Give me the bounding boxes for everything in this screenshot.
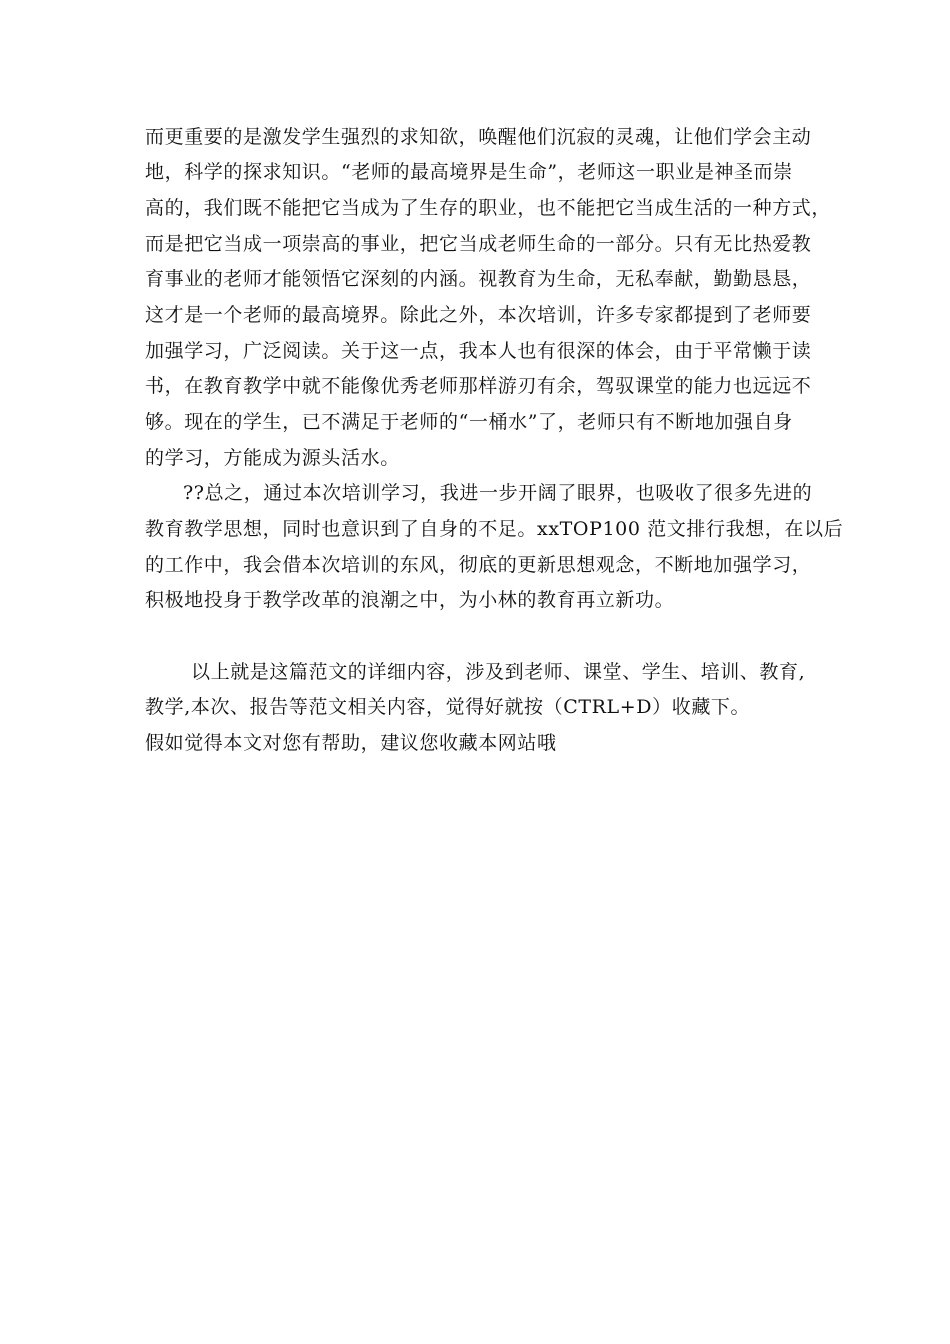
paragraph-1-line-4: 而是把它当成一项崇高的事业，把它当成老师生命的一部分。只有无比热爱教 bbox=[145, 233, 812, 255]
paragraph-1-line-10: 的学习，方能成为源头活水。 bbox=[145, 447, 400, 469]
paragraph-1-line-5: 育事业的老师才能领悟它深刻的内涵。视教育为生命，无私奉献，勤勤恳恳， bbox=[145, 268, 812, 290]
summary-line-2: 教学,本次、报告等范文相关内容，觉得好就按（CTRL+D）收藏下。 bbox=[145, 696, 751, 718]
paragraph-2-line-3: 的工作中，我会借本次培训的东风，彻底的更新思想观念，不断地加强学习， bbox=[145, 554, 812, 576]
paragraph-1-line-7: 加强学习，广泛阅读。关于这一点，我本人也有很深的体会，由于平常懒于读 bbox=[145, 340, 812, 362]
paragraph-1-line-3: 高的，我们既不能把它当成为了生存的职业，也不能把它当成生活的一种方式， bbox=[145, 197, 832, 219]
paragraph-1-line-2: 地，科学的探求知识。“老师的最高境界是生命”，老师这一职业是神圣而崇 bbox=[145, 161, 793, 183]
paragraph-2-line-2: 教育教学思想，同时也意识到了自身的不足。xxTOP100 范文排行我想，在以后 bbox=[145, 518, 844, 540]
paragraph-1-line-1: 而更重要的是激发学生强烈的求知欲，唤醒他们沉寂的灵魂，让他们学会主动 bbox=[145, 126, 812, 148]
paragraph-2-line-1: ??总之，通过本次培训学习，我进一步开阔了眼界，也吸收了很多先进的 bbox=[183, 482, 813, 504]
paragraph-2-line-4: 积极地投身于教学改革的浪潮之中，为小林的教育再立新功。 bbox=[145, 589, 675, 611]
paragraph-1-line-8: 书，在教育教学中就不能像优秀老师那样游刃有余，驾驭课堂的能力也远远不 bbox=[145, 375, 812, 397]
footer-note: 假如觉得本文对您有帮助，建议您收藏本网站哦 bbox=[145, 732, 557, 754]
paragraph-1-line-6: 这才是一个老师的最高境界。除此之外，本次培训，许多专家都提到了老师要 bbox=[145, 304, 812, 326]
summary-line-1: 以上就是这篇范文的详细内容，涉及到老师、课堂、学生、培训、教育, bbox=[191, 661, 806, 683]
paragraph-1-line-9: 够。现在的学生，已不满足于老师的“一桶水”了，老师只有不断地加强自身 bbox=[145, 411, 793, 433]
